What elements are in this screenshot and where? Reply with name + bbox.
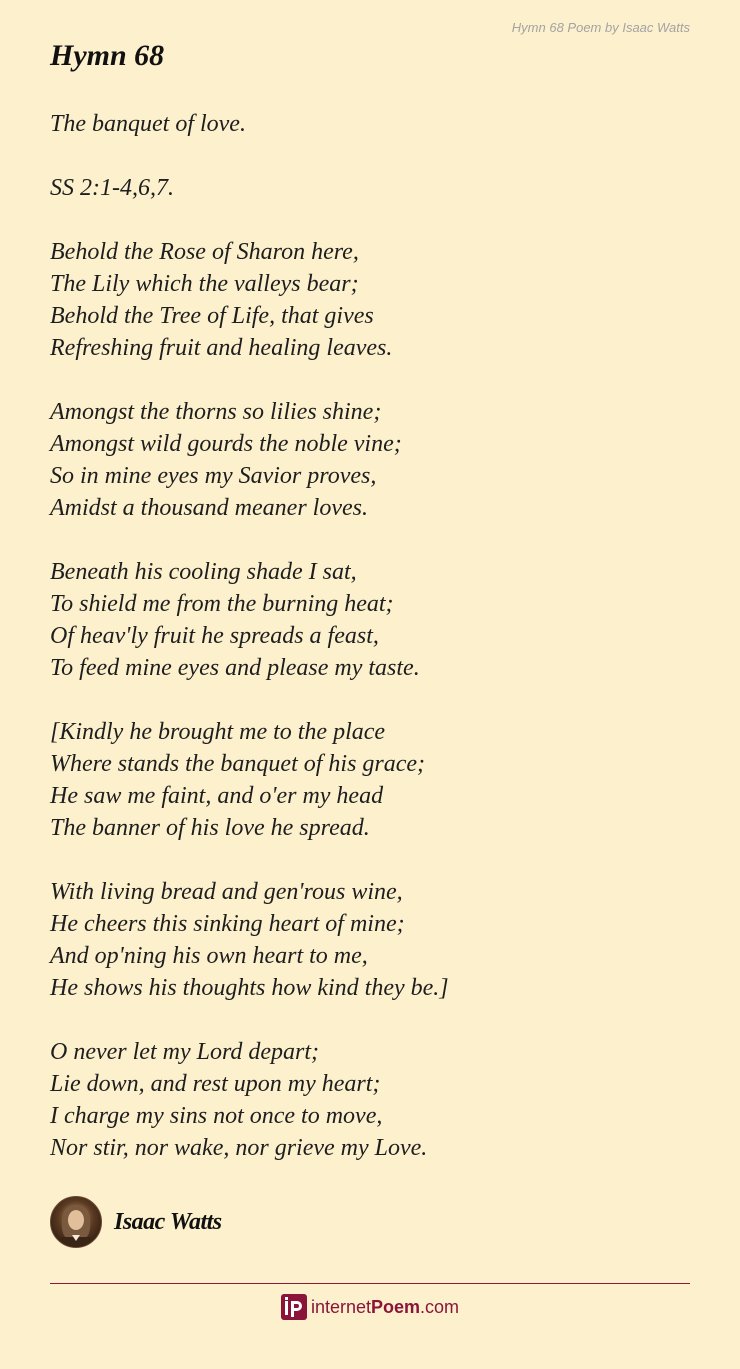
stanza-gap — [50, 684, 700, 716]
site-logo[interactable] — [0, 1294, 740, 1320]
footer-divider — [50, 1283, 690, 1284]
poem-line: I charge my sins not once to move, — [50, 1103, 383, 1129]
poem-line: The banquet of love. — [50, 111, 246, 137]
poem-line: To feed mine eyes and please my taste. — [50, 655, 420, 681]
author-avatar[interactable] — [50, 1196, 102, 1248]
poem-line: Behold the Rose of Sharon here, — [50, 239, 359, 265]
poem-line: So in mine eyes my Savior proves, — [50, 463, 377, 489]
poem-line: Behold the Tree of Life, that gives — [50, 303, 374, 329]
poem-line: Amongst the thorns so lilies shine; — [50, 399, 382, 425]
page-caption: Hymn 68 Poem by Isaac Watts — [511, 20, 690, 35]
brand-text-domain: .com — [420, 1296, 460, 1317]
poem-line: [Kindly he brought me to the place — [50, 719, 386, 745]
poem-line: O never let my Lord depart; — [50, 1039, 320, 1065]
poem-line: Refreshing fruit and healing leaves. — [50, 335, 393, 361]
poem-line: Nor stir, nor wake, nor grieve my Love. — [50, 1135, 428, 1161]
poem-line: Lie down, and rest upon my heart; — [50, 1071, 381, 1097]
stanza-gap — [50, 524, 700, 556]
poem-line: Of heav'ly fruit he spreads a feast, — [50, 623, 379, 649]
author-name[interactable]: Isaac Watts — [114, 1208, 222, 1235]
poem-line: Where stands the banquet of his grace; — [50, 751, 426, 777]
poem-line: He shows his thoughts how kind they be.] — [50, 975, 449, 1001]
stanza-gap — [50, 844, 700, 876]
internetpoem-logo-icon — [281, 1294, 307, 1320]
poem-body — [50, 108, 700, 1164]
stanza-gap — [50, 140, 700, 172]
poem-line: With living bread and gen'rous wine, — [50, 879, 403, 905]
brand-text-internet: internet — [310, 1296, 371, 1317]
poem-line: He cheers this sinking heart of mine; — [50, 911, 405, 937]
stanza-gap — [50, 204, 700, 236]
stanza-gap — [50, 364, 700, 396]
poem-line: Amidst a thousand meaner loves. — [50, 495, 368, 521]
poem-line: The banner of his love he spread. — [50, 815, 370, 841]
poem-title: Hymn 68 — [50, 39, 165, 72]
poem-line: Amongst wild gourds the noble vine; — [50, 431, 402, 457]
poem-line: He saw me faint, and o'er my head — [50, 783, 384, 809]
author-portrait-icon — [51, 1197, 101, 1247]
poem-line: Beneath his cooling shade I sat, — [50, 559, 357, 585]
poem-line: SS 2:1-4,6,7. — [50, 175, 174, 201]
author-block[interactable] — [50, 1196, 222, 1248]
stanza-gap — [50, 1004, 700, 1036]
poem-line: And op'ning his own heart to me, — [50, 943, 368, 969]
poem-line: The Lily which the valleys bear; — [50, 271, 359, 297]
poem-line: To shield me from the burning heat; — [50, 591, 394, 617]
brand-text-poem: Poem — [371, 1296, 421, 1317]
